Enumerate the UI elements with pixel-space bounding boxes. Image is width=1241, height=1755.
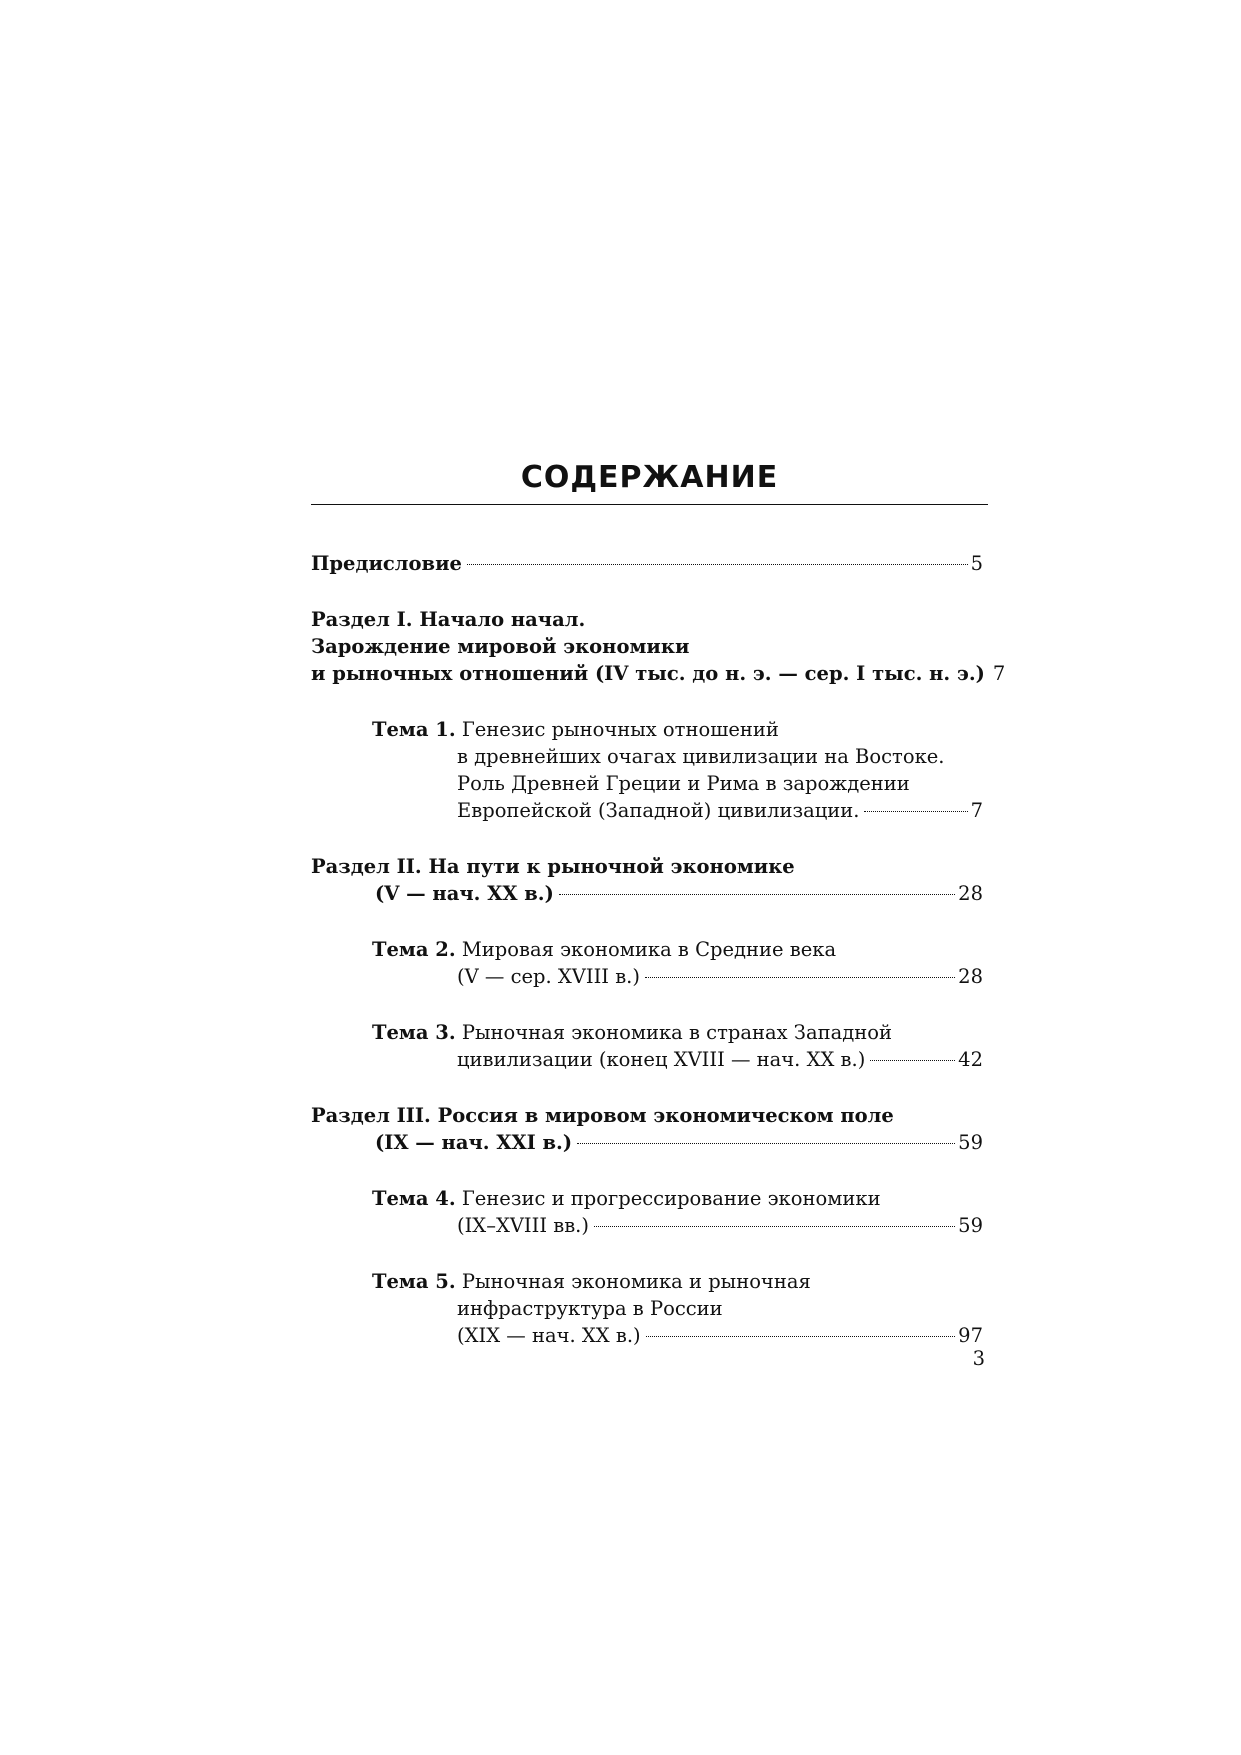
toc-entry-title-line: в древнейших очагах цивилизации на Востоке. (457, 745, 945, 768)
topic-label: Тема 4. (372, 1187, 456, 1210)
spacer (311, 687, 988, 716)
topic-label: Тема 3. (372, 1021, 456, 1044)
dot-leader (645, 977, 955, 978)
dot-leader (646, 1336, 956, 1337)
toc-entry-first-line (311, 1019, 988, 1046)
toc-entry-preface[interactable] (311, 550, 983, 577)
toc-entry-first-line (311, 716, 988, 743)
dot-leader (467, 564, 968, 565)
contents-page (311, 458, 1006, 1349)
toc-entry-last-line (311, 797, 983, 824)
toc-page-number: 59 (958, 1131, 983, 1154)
toc-entry-title-line: Зарождение мировой экономики (311, 635, 690, 658)
spacer (311, 577, 988, 606)
toc-page-number: 28 (958, 882, 983, 905)
toc-entry-last-line (311, 1212, 983, 1239)
toc-entry-last-line (311, 880, 983, 907)
toc-entry-title: Предисловие (311, 552, 462, 575)
topic-label: Тема 2. (372, 938, 456, 961)
toc-entry-title-line: (IX — нач. XXI в.) (375, 1131, 573, 1154)
toc-page-number: 7 (970, 799, 983, 822)
toc-entry-section-2[interactable] (311, 853, 988, 907)
dot-leader (594, 1226, 955, 1227)
toc-entry-topic-4[interactable] (311, 1185, 988, 1239)
toc-entry-last-line (311, 1046, 983, 1073)
toc-entry-last-line (311, 1129, 983, 1156)
toc-entry-title-line: (IX–XVIII вв.) (457, 1214, 589, 1237)
toc-page-number: 28 (958, 965, 983, 988)
toc-entry-title-line: Генезис и прогрессирование экономики (461, 1187, 881, 1210)
toc-entry-title-line: и рыночных отношений (IV тыс. до н. э. — сер. I тыс. н. э.) (311, 662, 985, 685)
toc-entry-title-line: Генезис рыночных отношений (461, 718, 779, 741)
spacer (311, 990, 988, 1019)
toc-entry-title-line: (V — нач. XX в.) (375, 882, 554, 905)
toc-entry-topic-5[interactable] (311, 1268, 988, 1349)
spacer (311, 824, 988, 853)
spacer (311, 907, 988, 936)
toc-entry-first-line (311, 936, 988, 963)
dot-leader (870, 1060, 955, 1061)
spacer (311, 1156, 988, 1185)
toc-page-number: 97 (958, 1324, 983, 1347)
title-divider (311, 504, 988, 505)
toc-entry-first-line (311, 1185, 988, 1212)
toc-entry-title-line: (V — сер. XVIII в.) (457, 965, 640, 988)
toc-entry-last-line (311, 1322, 983, 1349)
toc-entry-title-line: Мировая экономика в Средние века (461, 938, 837, 961)
toc-entry-title-line: Роль Древней Греции и Рима в зарождении (457, 772, 910, 795)
toc-entry-title-line: Раздел III. Россия в мировом экономическом поле (311, 1104, 894, 1127)
toc-entry-section-3[interactable] (311, 1102, 988, 1156)
page-number: 3 (972, 1347, 985, 1370)
spacer (311, 1073, 988, 1102)
toc-entry-title-line: инфраструктура в России (457, 1297, 723, 1320)
toc-page-number: 42 (958, 1048, 983, 1071)
toc-entry-title-line: (XIX — нач. XX в.) (457, 1324, 641, 1347)
topic-label: Тема 5. (372, 1270, 456, 1293)
toc-entry-last-line (311, 660, 1006, 687)
dot-leader (577, 1143, 955, 1144)
toc-entry-title-line: Европейской (Западной) цивилизации. (457, 799, 860, 822)
toc-entry-topic-1[interactable] (311, 716, 988, 824)
toc-page-number: 5 (970, 552, 983, 575)
toc-entry-title-line: Раздел II. На пути к рыночной экономике (311, 855, 795, 878)
toc-entry-topic-2[interactable] (311, 936, 988, 990)
dot-leader (864, 811, 967, 812)
toc-entry-section-1[interactable] (311, 606, 1006, 687)
toc-entry-title-line: Рыночная экономика в странах Западной (461, 1021, 892, 1044)
topic-label: Тема 1. (372, 718, 456, 741)
toc-page-number: 59 (958, 1214, 983, 1237)
dot-leader (559, 894, 955, 895)
page-title: СОДЕРЖАНИЕ (520, 460, 779, 495)
toc-page-number: 7 (992, 662, 1006, 685)
toc-entry-title-line: цивилизации (конец XVIII — нач. XX в.) (457, 1048, 866, 1071)
toc-entry-first-line (311, 1268, 988, 1295)
toc-entry-topic-3[interactable] (311, 1019, 988, 1073)
table-of-contents (311, 550, 1006, 1349)
spacer (311, 1239, 988, 1268)
toc-entry-title-line: Рыночная экономика и рыночная (461, 1270, 811, 1293)
toc-entry-title-line: Раздел I. Начало начал. (311, 608, 586, 631)
toc-entry-last-line (311, 963, 983, 990)
